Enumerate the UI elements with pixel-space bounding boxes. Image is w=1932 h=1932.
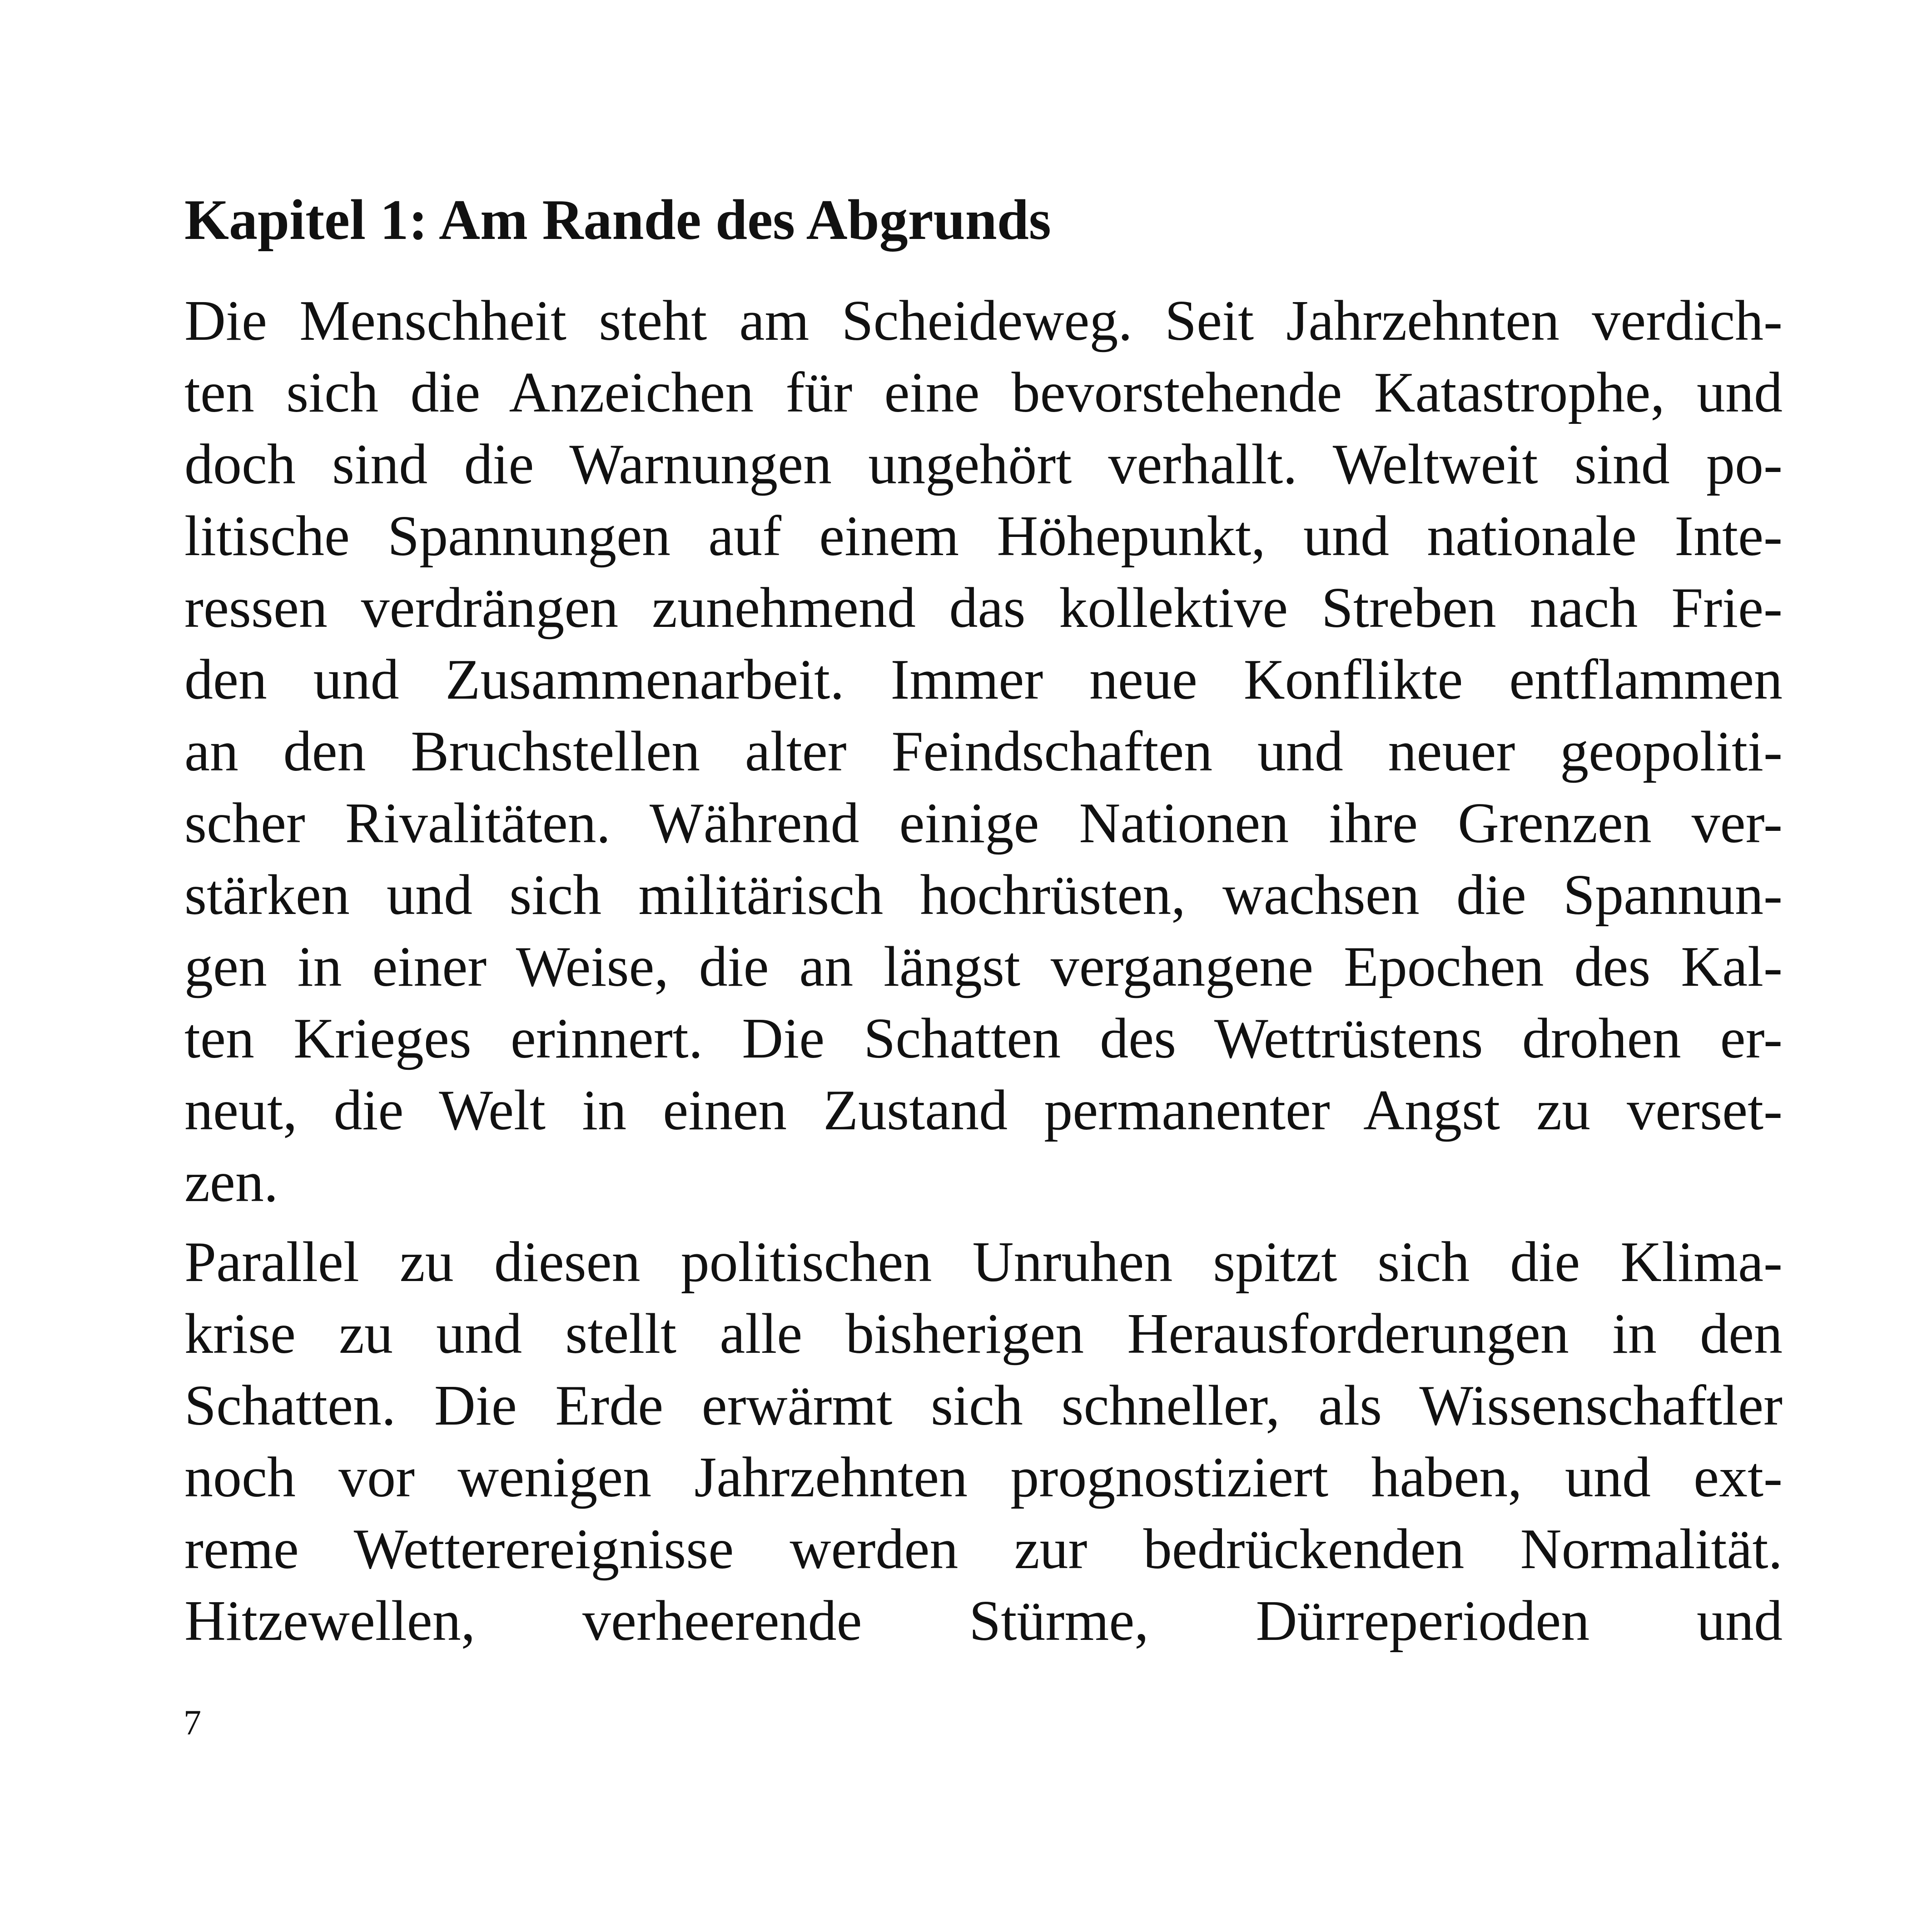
text-line: reme Wetterereignisse werden zur bedrückenden Normalität. xyxy=(184,1518,1783,1581)
page-number: 7 xyxy=(184,1703,201,1742)
text-line: neut, die Welt in einen Zustand permanenter Angst zu verset- xyxy=(184,1079,1783,1142)
text-line: noch vor wenigen Jahrzehnten prognostiziert haben, und ext- xyxy=(184,1446,1783,1509)
text-line: gen in einer Weise, die an längst vergangene Epochen des Kal- xyxy=(184,935,1783,998)
paragraph-1 xyxy=(184,285,1783,1218)
paragraph-2 xyxy=(184,1227,1783,1657)
text-line: litische Spannungen auf einem Höhepunkt, und nationale Inte- xyxy=(184,505,1783,568)
text-line: ressen verdrängen zunehmend das kollektive Streben nach Frie- xyxy=(184,576,1783,640)
text-line: Parallel zu diesen politischen Unruhen spitzt sich die Klima- xyxy=(184,1231,1783,1294)
text-line: den und Zusammenarbeit. Immer neue Konflikte entflammen xyxy=(184,648,1783,711)
text-line: krise zu und stellt alle bisherigen Herausforderungen in den xyxy=(184,1302,1783,1366)
text-line: doch sind die Warnungen ungehört verhallt. Weltweit sind po- xyxy=(184,433,1783,496)
chapter-title: Kapitel 1: Am Rande des Abgrunds xyxy=(184,189,1051,252)
text-line: an den Bruchstellen alter Feindschaften und neuer geopoliti- xyxy=(184,720,1783,783)
text-line: Hitzewellen, verheerende Stürme, Dürreperioden und xyxy=(184,1589,1783,1653)
text-line: ten Krieges erinnert. Die Schatten des Wettrüstens drohen er- xyxy=(184,1007,1783,1070)
text-line: Schatten. Die Erde erwärmt sich schneller, als Wissenschaftler xyxy=(184,1374,1783,1437)
text-line: ten sich die Anzeichen für eine bevorstehende Katastrophe, und xyxy=(184,361,1783,424)
text-line: Die Menschheit steht am Scheideweg. Seit Jahrzehnten verdich- xyxy=(184,289,1783,353)
text-line: stärken und sich militärisch hochrüsten, wachsen die Spannun- xyxy=(184,864,1783,927)
text-line: scher Rivalitäten. Während einige Nationen ihre Grenzen ver- xyxy=(184,792,1783,855)
text-line: zen. xyxy=(184,1151,278,1214)
